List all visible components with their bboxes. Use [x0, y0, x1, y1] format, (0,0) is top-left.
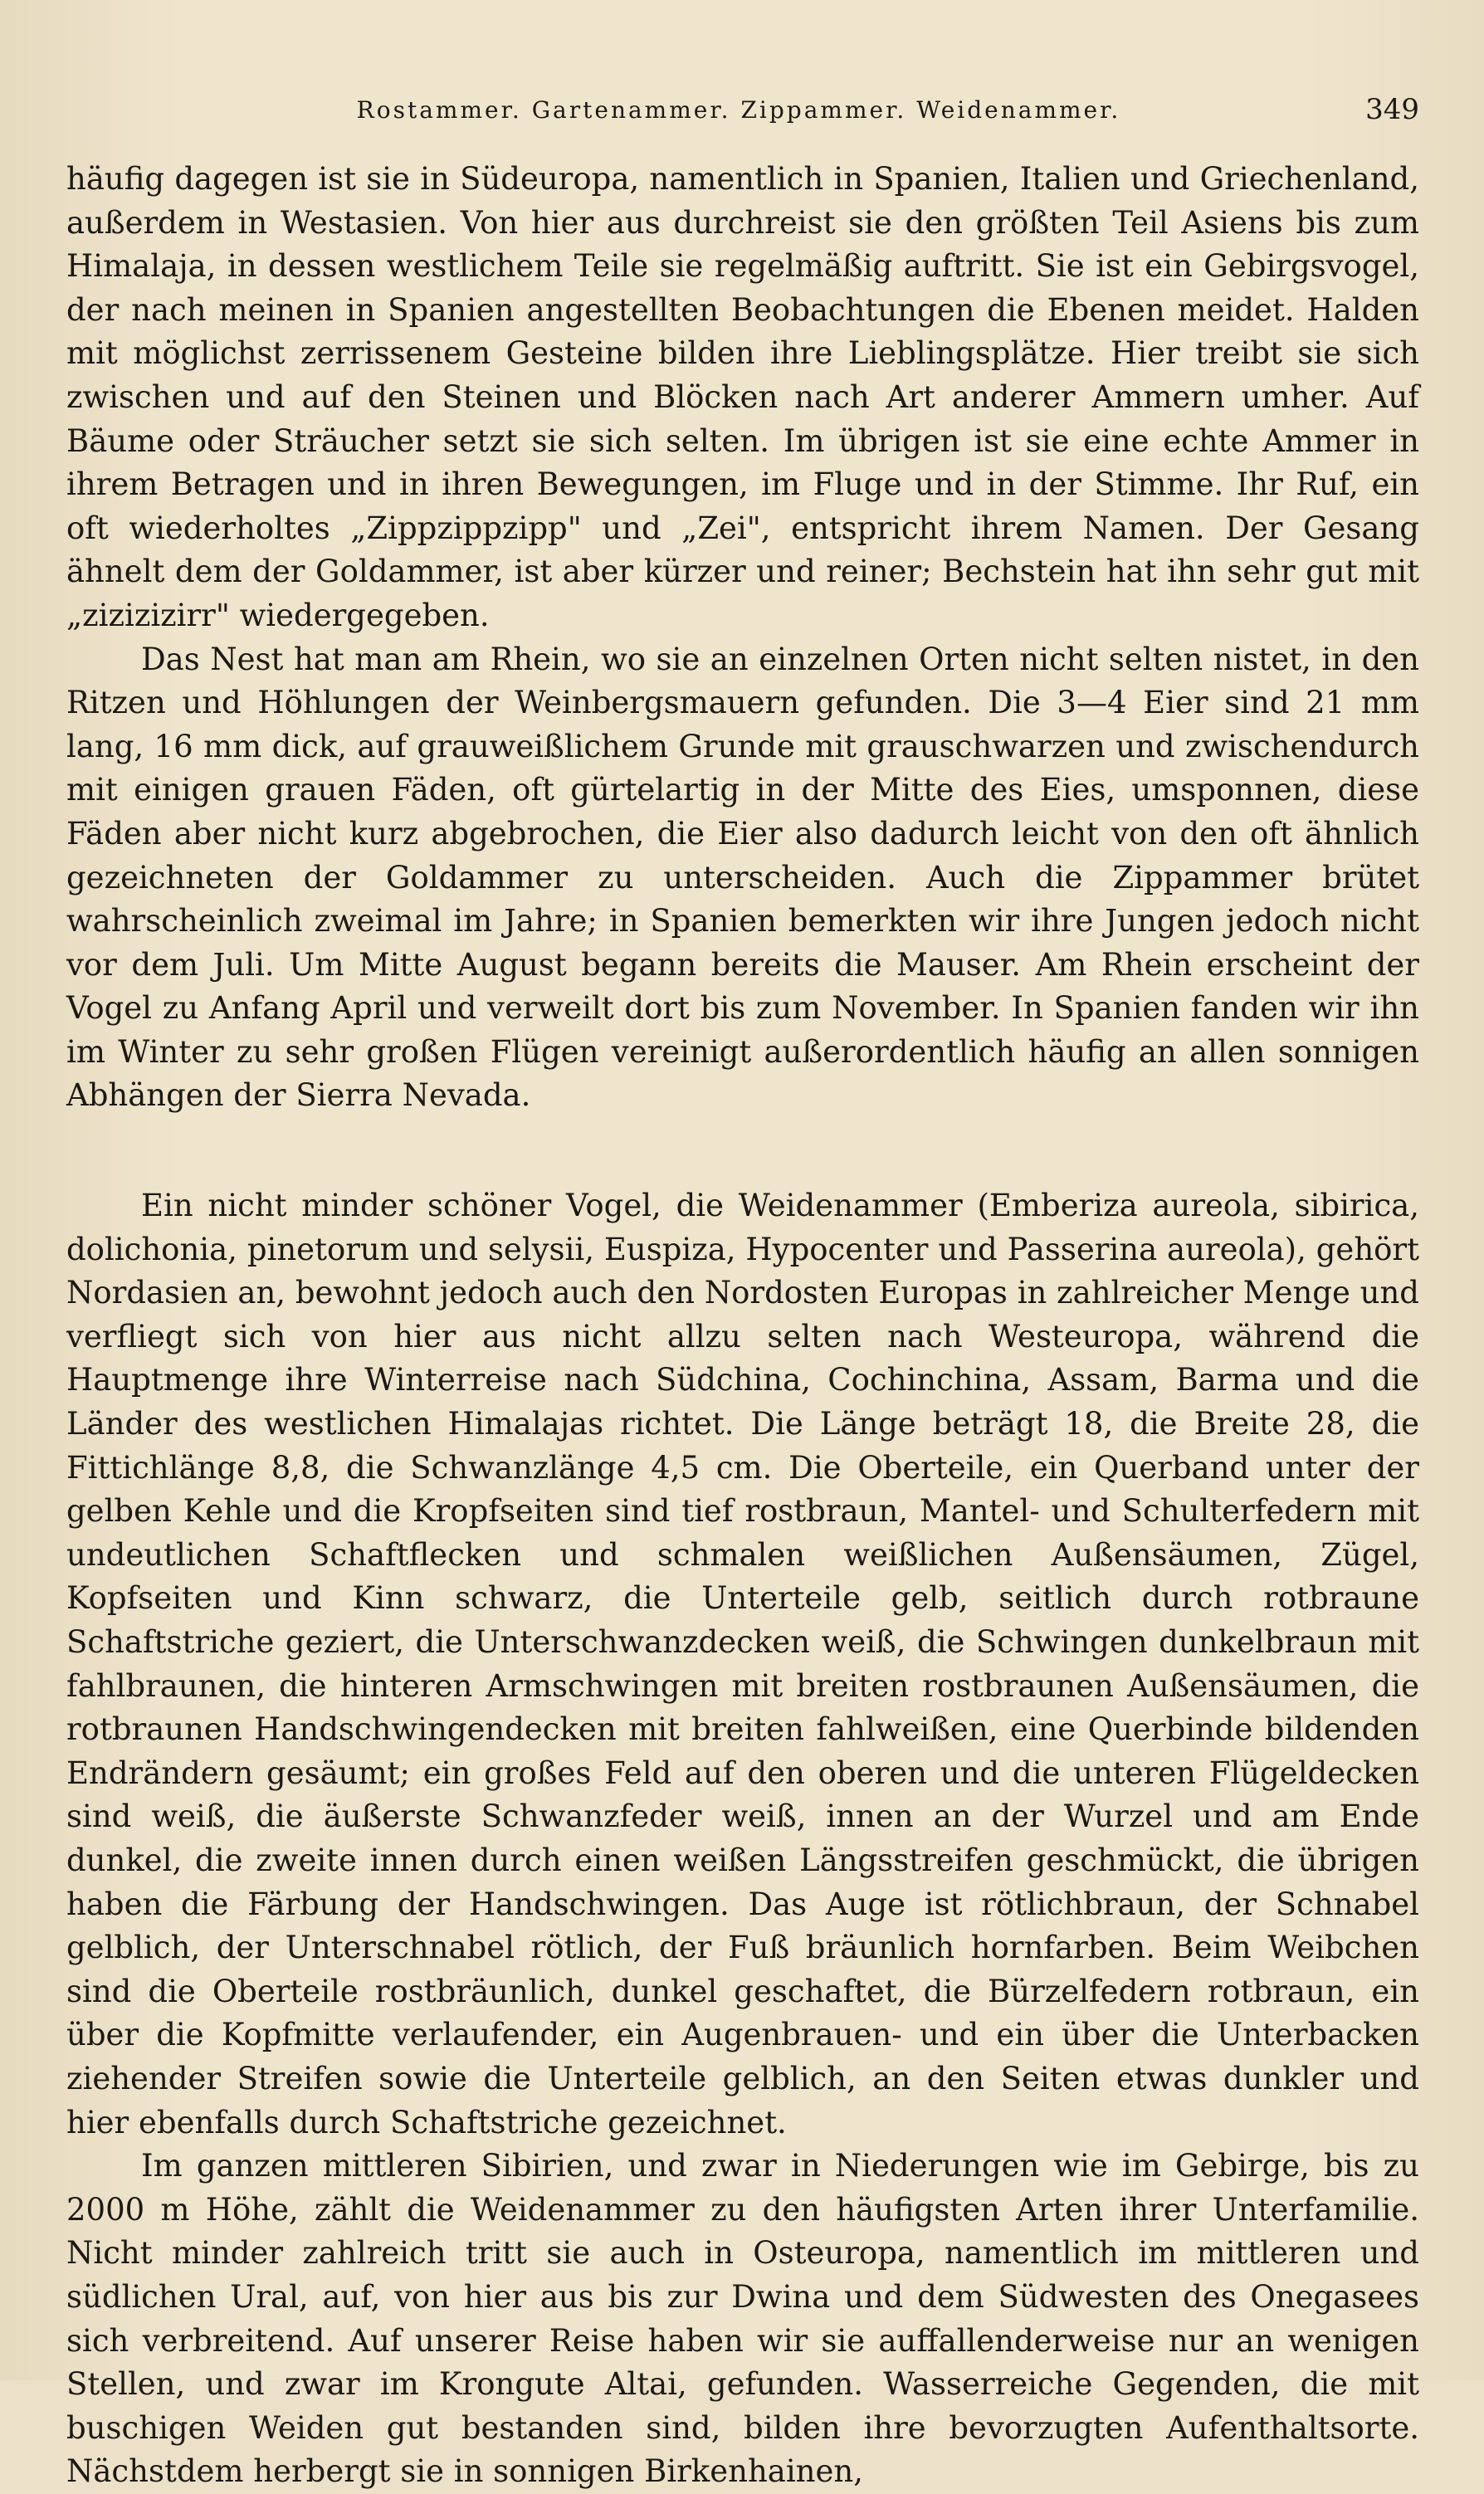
running-head: Rostammer. Gartenammer. Zippammer. Weidenammer. — [356, 96, 1121, 124]
body-text — [66, 158, 1419, 2494]
paragraph-yellow-breasted-bunting-range: Im ganzen mittleren Sibirien, und zwar in Niederungen wie im Gebirge, bis zu 2000 m Höhe, zählt die Weidenammer zu den häufigsten Arten ihrer Unterfamilie. Nicht minder zahlreich tritt sie auch in Osteuropa, namentlich im mittleren und südlichen Ural, auf, von hier aus bis zur Dwina und dem Südwesten des Onegasees sich verbreitend. Auf unserer Reise haben wir sie auffallenderweise nur an wenigen Stellen, und zwar im Krongute Altai, gefunden. Wasserreiche Gegenden, die mit buschigen Weiden gut bestanden sind, bilden ihre bevorzugten Aufenthaltsorte. Nächstdem herbergt sie in sonnigen Birkenhainen, — [66, 2148, 1419, 2490]
paragraph-yellow-breasted-bunting-description: Ein nicht minder schöner Vogel, die Weidenammer (Emberiza aureola, sibirica, dolichonia, pinetorum und selysii, Euspiza, Hypocenter und Passerina aureola), gehört Nordasien an, bewohnt jedoch auch den Nordosten Europas in zahlreicher Menge und verfliegt sich von hier aus nicht allzu selten nach Westeuropa, während die Hauptmenge ihre Winterreise nach Südchina, Cochinchina, Assam, Barma und die Länder des westlichen Himalajas richtet. Die Länge beträgt 18, die Breite 28, die Fittichlänge 8,8, die Schwanzlänge 4,5 cm. Die Oberteile, ein Querband unter der gelben Kehle und die Kropfseiten sind tief rostbraun, Mantel- und Schulterfedern mit undeutlichen Schaftflecken und schmalen weißlichen Außensäumen, Zügel, Kopfseiten und Kinn schwarz, die Unterteile gelb, seitlich durch rotbraune Schaftstriche geziert, die Unterschwanzdecken weiß, die Schwingen dunkelbraun mit fahlbraunen, die hinteren Armschwingen mit breiten rostbraunen Außensäumen, die rotbraunen Handschwingendecken mit breiten fahlweißen, eine Querbinde bildenden Endrändern gesäumt; ein großes Feld auf den oberen und die unteren Flügeldecken sind weiß, die äußerste Schwanzfeder weiß, innen an der Wurzel und am Ende dunkel, die zweite innen durch einen weißen Längsstreifen geschmückt, die übrigen haben die Färbung der Handschwingen. Das Auge ist rötlichbraun, der Schnabel gelblich, der Unterschnabel rötlich, der Fuß bräunlich hornfarben. Beim Weibchen sind die Oberteile rostbräunlich, dunkel geschaftet, die Bürzelfedern rotbraun, ein über die Kopfmitte verlaufender, ein Augenbrauen- und ein über die Unterbacken ziehender Streifen sowie die Unterteile gelblich, an den Seiten etwas dunkler und hier ebenfalls durch Schaftstriche gezeichnet. — [66, 1188, 1419, 2140]
page-header — [58, 91, 1419, 133]
paragraph-rock-bunting-nest: Das Nest hat man am Rhein, wo sie an einzelnen Orten nicht selten nistet, in den Ritzen und Höhlungen der Weinbergsmauern gefunden. Die 3—4 Eier sind 21 mm lang, 16 mm dick, auf grauweißlichem Grunde mit grauschwarzen und zwischendurch mit einigen grauen Fäden, oft gürtelartig in der Mitte des Eies, umsponnen, diese Fäden aber nicht kurz abgebrochen, die Eier also dadurch leicht von den oft ähnlich gezeichneten der Goldammer zu unterscheiden. Auch die Zippammer brütet wahrscheinlich zweimal im Jahre; in Spanien bemerkten wir ihre Jungen jedoch nicht vor dem Juli. Um Mitte August begann bereits die Mauser. Am Rhein erscheint der Vogel zu Anfang April und verweilt dort bis zum November. In Spanien fanden wir ihn im Winter zu sehr großen Flügen vereinigt außerordentlich häufig an allen sonnigen Abhängen der Sierra Nevada. — [66, 641, 1419, 1114]
page-number: 349 — [1365, 93, 1419, 126]
paragraph-rock-bunting-range: häufig dagegen ist sie in Südeuropa, namentlich in Spanien, Italien und Griechenland, außerdem in Westasien. Von hier aus durchreist sie den größten Teil Asiens bis zum Himalaja, in dessen westlichem Teile sie regelmäßig auftritt. Sie ist ein Gebirgsvogel, der nach meinen in Spanien angestellten Beobachtungen die Ebenen meidet. Halden mit möglichst zerrissenem Gesteine bilden ihre Lieblingsplätze. Hier treibt sie sich zwischen und auf den Steinen und Blöcken nach Art anderer Ammern umher. Auf Bäume oder Sträucher setzt sie sich selten. Im übrigen ist sie eine echte Ammer in ihrem Betragen und in ihren Bewegungen, im Fluge und in der Stimme. Ihr Ruf, ein oft wiederholtes „Zippzippzipp" und „Zei", entspricht ihrem Namen. Der Gesang ähnelt dem der Goldammer, ist aber kürzer und reiner; Bechstein hat ihn sehr gut mit „zizizizirr" wiedergegeben. — [66, 161, 1419, 633]
